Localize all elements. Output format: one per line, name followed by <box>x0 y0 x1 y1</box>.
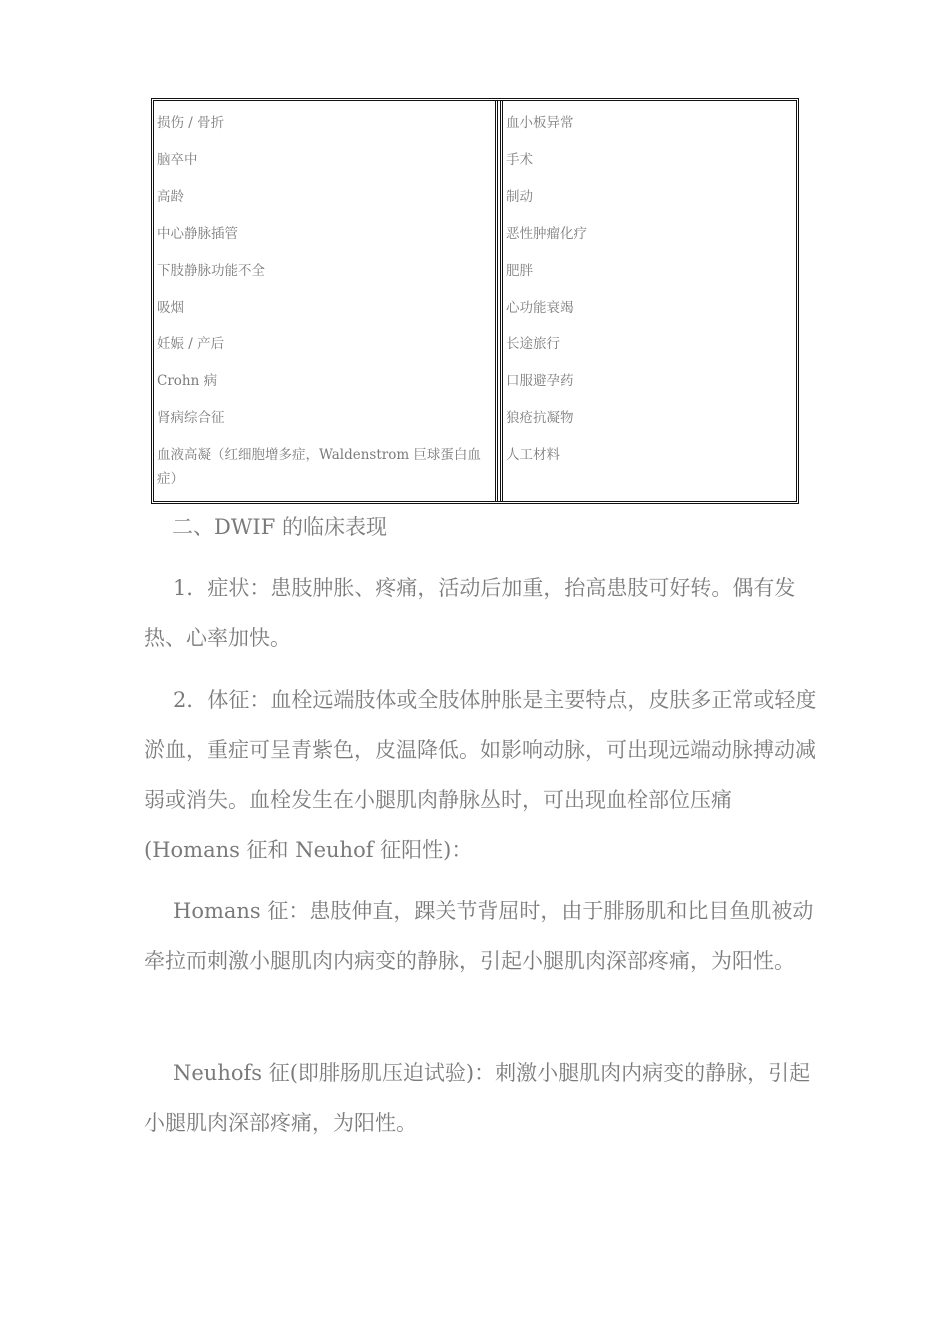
paragraph-homans-sign: Homans 征：患肢伸直，踝关节背屈时，由于腓肠肌和比目鱼肌被动牵拉而刺激小腿肌肉内病变的静脉，引起小腿肌肉深部疼痛，为阳性。 <box>144 899 814 973</box>
table-cell: 口服避孕药 <box>506 373 574 389</box>
table-cell: 长途旅行 <box>506 336 560 352</box>
table-cell: 肾病综合征 <box>157 410 225 426</box>
table-cell: 妊娠 / 产后 <box>157 336 225 352</box>
table-cell: 恶性肿瘤化疗 <box>506 226 587 242</box>
table-cell: 心功能衰竭 <box>506 300 574 316</box>
table-cell: 损伤 / 骨折 <box>157 115 225 131</box>
table-cell: 狼疮抗凝物 <box>506 410 574 426</box>
table-cell: 肥胖 <box>506 263 533 279</box>
table-cell: 手术 <box>506 152 533 168</box>
table-cell: 人工材料 <box>506 447 560 463</box>
paragraph-symptoms: 1．症状：患肢肿胀、疼痛，活动后加重，抬高患肢可好转。偶有发热、心率加快。 <box>144 576 796 650</box>
table-cell: 中心静脉插管 <box>157 226 238 242</box>
table-cell: 血小板异常 <box>506 115 574 131</box>
table-column-right <box>500 101 796 501</box>
table-cell: 高龄 <box>157 189 184 205</box>
table-cell: 下肢静脉功能不全 <box>157 263 265 279</box>
section-heading: 二、DWIF 的临床表现 <box>172 515 387 539</box>
table-cell: Crohn 病 <box>157 373 218 389</box>
table-cell: 脑卒中 <box>157 152 198 168</box>
table-cell: 血液高凝（红细胞增多症，Waldenstrom 巨球蛋白血症） <box>157 447 481 487</box>
table-column-left <box>154 101 498 501</box>
paragraph-neuhofs-sign: Neuhofs 征(即腓肠肌压迫试验)：刺激小腿肌肉内病变的静脉，引起小腿肌肉深部疼痛，为阳性。 <box>144 1061 811 1135</box>
paragraph-signs: 2．体征：血栓远端肢体或全肢体肿胀是主要特点，皮肤多正常或轻度淤血，重症可呈青紫色，皮温降低。如影响动脉，可出现远端动脉搏动减弱或消失。血栓发生在小腿肌肉静脉丛时，可出现血栓部位压痛(Homans 征和 Neuhof 征阳性)： <box>144 688 817 862</box>
table-cell: 吸烟 <box>157 300 184 316</box>
risk-factor-table <box>151 98 799 504</box>
table-cell: 制动 <box>506 189 533 205</box>
